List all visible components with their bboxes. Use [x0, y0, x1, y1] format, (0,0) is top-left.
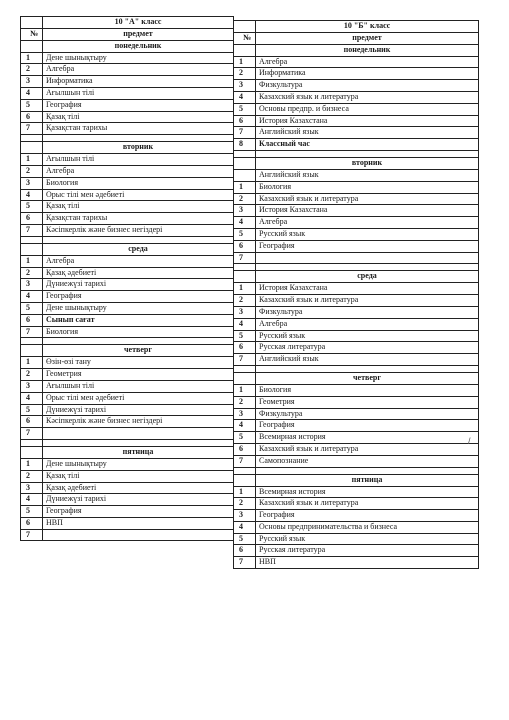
spacer-cell	[43, 135, 234, 142]
lesson-subject: Самопознание	[256, 455, 479, 467]
lesson-row	[234, 103, 479, 115]
lesson-number: 5	[234, 432, 256, 444]
blank-cell	[21, 446, 43, 458]
lesson-subject: Дүниежүзі тарихі	[43, 404, 234, 416]
lesson-subject: Казахский язык и литература	[256, 91, 479, 103]
day-name: вторник	[256, 157, 479, 169]
lesson-number: 5	[21, 99, 43, 111]
lesson-subject: Информатика	[43, 76, 234, 88]
lesson-number: 7	[234, 455, 256, 467]
lesson-row	[234, 205, 479, 217]
lesson-row	[21, 189, 234, 201]
lesson-subject: Өзін-өзі тану	[43, 357, 234, 369]
spacer-row	[21, 135, 234, 142]
lesson-row	[21, 494, 234, 506]
lesson-row	[234, 181, 479, 193]
spacer-cell	[43, 236, 234, 243]
lesson-number: 7	[21, 529, 43, 541]
lesson-row	[234, 139, 479, 151]
lesson-subject: Ағылшын тілі	[43, 380, 234, 392]
blank-cell	[234, 271, 256, 283]
lesson-subject: Казахский язык и литература	[256, 443, 479, 455]
lesson-number: 4	[234, 318, 256, 330]
number-header: №	[21, 28, 43, 40]
lesson-number: 1	[21, 154, 43, 166]
lesson-row	[21, 458, 234, 470]
lesson-number: 3	[234, 80, 256, 92]
lesson-row	[234, 384, 479, 396]
blank-cell	[234, 157, 256, 169]
lesson-subject: География	[43, 99, 234, 111]
lesson-subject: Дүниежүзі тарихі	[43, 279, 234, 291]
lesson-subject: Классный час	[256, 139, 479, 151]
lesson-number: 7	[234, 252, 256, 264]
lesson-subject: Казахский язык и литература	[256, 498, 479, 510]
lesson-row	[234, 443, 479, 455]
lesson-row	[21, 357, 234, 369]
lesson-subject: Казахский язык и литература	[256, 295, 479, 307]
lesson-subject: Алгебра	[43, 165, 234, 177]
day-row	[21, 243, 234, 255]
schedule-table-10b	[233, 20, 479, 569]
lesson-subject	[256, 252, 479, 264]
lesson-number: 6	[234, 342, 256, 354]
lesson-subject: Биология	[43, 177, 234, 189]
lesson-subject: Русская литература	[256, 342, 479, 354]
lesson-number: 2	[234, 193, 256, 205]
lesson-row	[21, 482, 234, 494]
lesson-subject: Основы предпр. и бизнеса	[256, 103, 479, 115]
lesson-subject: География	[43, 506, 234, 518]
lesson-number: 4	[234, 420, 256, 432]
lesson-number: 2	[21, 470, 43, 482]
lesson-row	[21, 369, 234, 381]
lesson-number: 2	[21, 267, 43, 279]
lesson-number: 7	[234, 354, 256, 366]
spacer-cell	[43, 439, 234, 446]
lesson-subject: Физкультура	[256, 306, 479, 318]
blank-cell	[234, 474, 256, 486]
lesson-row	[21, 123, 234, 135]
spacer-cell	[21, 236, 43, 243]
lesson-number: 5	[21, 404, 43, 416]
day-name: пятница	[43, 446, 234, 458]
lesson-number: 1	[21, 357, 43, 369]
lesson-row	[234, 115, 479, 127]
lesson-row	[21, 326, 234, 338]
day-name: четверг	[256, 372, 479, 384]
lesson-row	[234, 56, 479, 68]
day-name: пятница	[256, 474, 479, 486]
lesson-number: 7	[21, 326, 43, 338]
lesson-row	[21, 279, 234, 291]
lesson-subject: Қазақ тілі	[43, 470, 234, 482]
lesson-subject: Русская литература	[256, 545, 479, 557]
lesson-row	[21, 99, 234, 111]
lesson-subject: География	[256, 240, 479, 252]
lesson-number: 5	[21, 506, 43, 518]
lesson-subject: Геометрия	[43, 369, 234, 381]
lesson-row	[21, 267, 234, 279]
lesson-subject: Сынып сағат	[43, 314, 234, 326]
schedule-10a	[20, 16, 234, 541]
lesson-number: 2	[234, 295, 256, 307]
lesson-number: 7	[234, 557, 256, 569]
lesson-row	[234, 193, 479, 205]
lesson-number: 2	[21, 165, 43, 177]
lesson-subject: История Казахстана	[256, 115, 479, 127]
day-row	[234, 474, 479, 486]
lesson-row	[21, 76, 234, 88]
lesson-number: 3	[21, 177, 43, 189]
lesson-subject: Основы предпринимательства и бизнеса	[256, 521, 479, 533]
lesson-number: 2	[234, 498, 256, 510]
lesson-row	[21, 314, 234, 326]
day-name: четверг	[43, 345, 234, 357]
spacer-cell	[234, 150, 256, 157]
lesson-row	[21, 111, 234, 123]
spacer-cell	[234, 365, 256, 372]
lesson-subject: Алгебра	[256, 217, 479, 229]
lesson-row	[234, 127, 479, 139]
lesson-row	[234, 252, 479, 264]
day-name: вторник	[43, 142, 234, 154]
blank-cell	[21, 40, 43, 52]
blank-cell	[234, 372, 256, 384]
day-name: среда	[256, 271, 479, 283]
lesson-subject: Орыс тілі мен әдебиеті	[43, 392, 234, 404]
lesson-row	[234, 545, 479, 557]
lesson-row	[21, 64, 234, 76]
lesson-row	[234, 432, 479, 444]
lesson-number: 2	[21, 369, 43, 381]
day-row	[234, 44, 479, 56]
lesson-row	[234, 396, 479, 408]
lesson-subject: Орыс тілі мен әдебиеті	[43, 189, 234, 201]
lesson-row	[234, 486, 479, 498]
lesson-row	[21, 416, 234, 428]
lesson-number: 6	[21, 111, 43, 123]
lesson-number: 3	[234, 306, 256, 318]
spacer-cell	[21, 338, 43, 345]
lesson-subject: Русский язык	[256, 533, 479, 545]
lesson-row	[21, 428, 234, 440]
lesson-subject: Английский язык	[256, 354, 479, 366]
lesson-row	[234, 408, 479, 420]
lesson-row	[234, 169, 479, 181]
lesson-row	[21, 517, 234, 529]
day-row	[21, 142, 234, 154]
lesson-row	[234, 68, 479, 80]
lesson-number: 4	[21, 392, 43, 404]
day-row	[234, 372, 479, 384]
lesson-subject: Русский язык	[256, 228, 479, 240]
blank-cell	[234, 21, 256, 33]
lesson-row	[21, 154, 234, 166]
lesson-number	[234, 169, 256, 181]
lesson-subject: Физкультура	[256, 408, 479, 420]
lesson-number: 2	[21, 64, 43, 76]
lesson-number: 3	[21, 482, 43, 494]
header-row	[21, 28, 234, 40]
lesson-subject: Казахский язык и литература	[256, 193, 479, 205]
lesson-row	[234, 283, 479, 295]
lesson-number: 5	[21, 201, 43, 213]
lesson-number: 1	[21, 458, 43, 470]
number-header: №	[234, 32, 256, 44]
lesson-number: 4	[234, 521, 256, 533]
lesson-subject: НВП	[43, 517, 234, 529]
lesson-subject: Всемирная история	[256, 432, 479, 444]
lesson-number: 3	[21, 76, 43, 88]
lesson-number: 6	[234, 115, 256, 127]
schedule-10b	[233, 20, 479, 569]
lesson-number: 6	[234, 443, 256, 455]
lesson-number: 4	[234, 91, 256, 103]
lesson-number: 6	[21, 213, 43, 225]
subject-header: предмет	[256, 32, 479, 44]
lesson-number: 1	[21, 52, 43, 64]
lesson-subject: Английский язык	[256, 169, 479, 181]
lesson-row	[234, 557, 479, 569]
lesson-subject: Кәсіпкерлік және бизнес негіздері	[43, 416, 234, 428]
lesson-subject: География	[43, 291, 234, 303]
lesson-row	[21, 52, 234, 64]
lesson-row	[234, 420, 479, 432]
lesson-subject: География	[256, 510, 479, 522]
lesson-subject: Қазақ әдебиеті	[43, 267, 234, 279]
lesson-subject: Қазақстан тарихы	[43, 123, 234, 135]
header-row	[234, 32, 479, 44]
lesson-number: 7	[234, 127, 256, 139]
lesson-number: 6	[234, 545, 256, 557]
lesson-number: 1	[21, 255, 43, 267]
lesson-row	[234, 318, 479, 330]
lesson-number: 7	[21, 428, 43, 440]
day-name: среда	[43, 243, 234, 255]
lesson-row	[21, 224, 234, 236]
day-row	[234, 157, 479, 169]
day-row	[21, 446, 234, 458]
lesson-number: 6	[234, 240, 256, 252]
schedule-table-10a	[20, 16, 234, 541]
lesson-row	[234, 342, 479, 354]
lesson-row	[21, 380, 234, 392]
lesson-number: 5	[234, 228, 256, 240]
lesson-number: 4	[234, 217, 256, 229]
lesson-number: 2	[234, 396, 256, 408]
subject-header: предмет	[43, 28, 234, 40]
lesson-row	[234, 295, 479, 307]
lesson-subject: Биология	[256, 384, 479, 396]
spacer-row	[21, 236, 234, 243]
lesson-row	[234, 228, 479, 240]
lesson-subject: НВП	[256, 557, 479, 569]
lesson-row	[234, 354, 479, 366]
lesson-row	[21, 165, 234, 177]
lesson-row	[234, 498, 479, 510]
lesson-number: 4	[21, 494, 43, 506]
lesson-subject: Геометрия	[256, 396, 479, 408]
lesson-number: 8	[234, 139, 256, 151]
lesson-subject: Английский язык	[256, 127, 479, 139]
spacer-row	[234, 150, 479, 157]
spacer-cell	[234, 467, 256, 474]
lesson-number: 5	[21, 302, 43, 314]
day-name: понедельник	[256, 44, 479, 56]
lesson-number: 5	[234, 103, 256, 115]
lesson-row	[234, 240, 479, 252]
lesson-row	[234, 521, 479, 533]
lesson-subject: Информатика	[256, 68, 479, 80]
lesson-subject: Биология	[256, 181, 479, 193]
spacer-cell	[256, 264, 479, 271]
lesson-row	[234, 533, 479, 545]
lesson-row	[21, 87, 234, 99]
lesson-row	[234, 80, 479, 92]
title-row	[21, 17, 234, 29]
spacer-cell	[43, 338, 234, 345]
spacer-row	[234, 467, 479, 474]
margin-mark: /	[468, 436, 471, 446]
spacer-cell	[21, 135, 43, 142]
lesson-subject: Ағылшын тілі	[43, 87, 234, 99]
lesson-subject: Физкультура	[256, 80, 479, 92]
lesson-number: 1	[234, 384, 256, 396]
lesson-row	[21, 470, 234, 482]
lesson-subject: История Казахстана	[256, 205, 479, 217]
lesson-subject: Дүниежүзі тарихі	[43, 494, 234, 506]
lesson-row	[21, 213, 234, 225]
spacer-cell	[256, 467, 479, 474]
lesson-number: 7	[21, 123, 43, 135]
lesson-subject	[43, 428, 234, 440]
lesson-subject: Алгебра	[256, 318, 479, 330]
lesson-number: 4	[21, 189, 43, 201]
lesson-subject: Қазақ әдебиеті	[43, 482, 234, 494]
lesson-number: 4	[21, 291, 43, 303]
lesson-subject: Дене шынықтыру	[43, 458, 234, 470]
blank-cell	[21, 17, 43, 29]
spacer-row	[234, 365, 479, 372]
lesson-number: 1	[234, 283, 256, 295]
lesson-subject	[43, 529, 234, 541]
lesson-number: 6	[21, 517, 43, 529]
lesson-row	[21, 291, 234, 303]
spacer-row	[21, 338, 234, 345]
spacer-cell	[234, 264, 256, 271]
day-row	[21, 345, 234, 357]
lesson-row	[21, 177, 234, 189]
lesson-number: 3	[234, 510, 256, 522]
lesson-subject: Ағылшын тілі	[43, 154, 234, 166]
lesson-subject: Қазақ тілі	[43, 201, 234, 213]
lesson-row	[21, 255, 234, 267]
lesson-row	[234, 91, 479, 103]
lesson-row	[21, 506, 234, 518]
lesson-row	[234, 217, 479, 229]
lesson-number: 3	[234, 408, 256, 420]
lesson-row	[21, 201, 234, 213]
blank-cell	[21, 345, 43, 357]
lesson-row	[234, 455, 479, 467]
day-row	[21, 40, 234, 52]
spacer-cell	[256, 150, 479, 157]
lesson-subject: Дене шынықтыру	[43, 302, 234, 314]
spacer-cell	[21, 439, 43, 446]
lesson-row	[21, 529, 234, 541]
spacer-cell	[256, 365, 479, 372]
blank-cell	[234, 44, 256, 56]
lesson-row	[21, 392, 234, 404]
lesson-number: 7	[21, 224, 43, 236]
lesson-subject: Алгебра	[43, 255, 234, 267]
day-row	[234, 271, 479, 283]
blank-cell	[21, 243, 43, 255]
lesson-subject: Кәсіпкерлік және бизнес негіздері	[43, 224, 234, 236]
lesson-number: 2	[234, 68, 256, 80]
lesson-number: 6	[21, 314, 43, 326]
lesson-subject: Дене шынықтыру	[43, 52, 234, 64]
lesson-subject: История Казахстана	[256, 283, 479, 295]
lesson-number: 3	[21, 279, 43, 291]
lesson-subject: Алгебра	[43, 64, 234, 76]
lesson-number: 6	[21, 416, 43, 428]
lesson-subject: Қазақстан тарихы	[43, 213, 234, 225]
lesson-subject: Қазақ тілі	[43, 111, 234, 123]
lesson-number: 1	[234, 486, 256, 498]
lesson-subject: Алгебра	[256, 56, 479, 68]
lesson-number: 5	[234, 330, 256, 342]
spacer-row	[234, 264, 479, 271]
lesson-number: 1	[234, 56, 256, 68]
title-row	[234, 21, 479, 33]
day-name: понедельник	[43, 40, 234, 52]
lesson-subject: Биология	[43, 326, 234, 338]
class-title: 10 "Б" класс	[256, 21, 479, 33]
lesson-row	[234, 510, 479, 522]
lesson-subject: Всемирная история	[256, 486, 479, 498]
lesson-number: 1	[234, 181, 256, 193]
lesson-row	[21, 302, 234, 314]
class-title: 10 "А" класс	[43, 17, 234, 29]
blank-cell	[21, 142, 43, 154]
lesson-row	[21, 404, 234, 416]
lesson-number: 3	[234, 205, 256, 217]
lesson-subject: География	[256, 420, 479, 432]
lesson-subject: Русский язык	[256, 330, 479, 342]
lesson-number: 5	[234, 533, 256, 545]
lesson-number: 4	[21, 87, 43, 99]
lesson-row	[234, 306, 479, 318]
spacer-row	[21, 439, 234, 446]
lesson-number: 3	[21, 380, 43, 392]
lesson-row	[234, 330, 479, 342]
